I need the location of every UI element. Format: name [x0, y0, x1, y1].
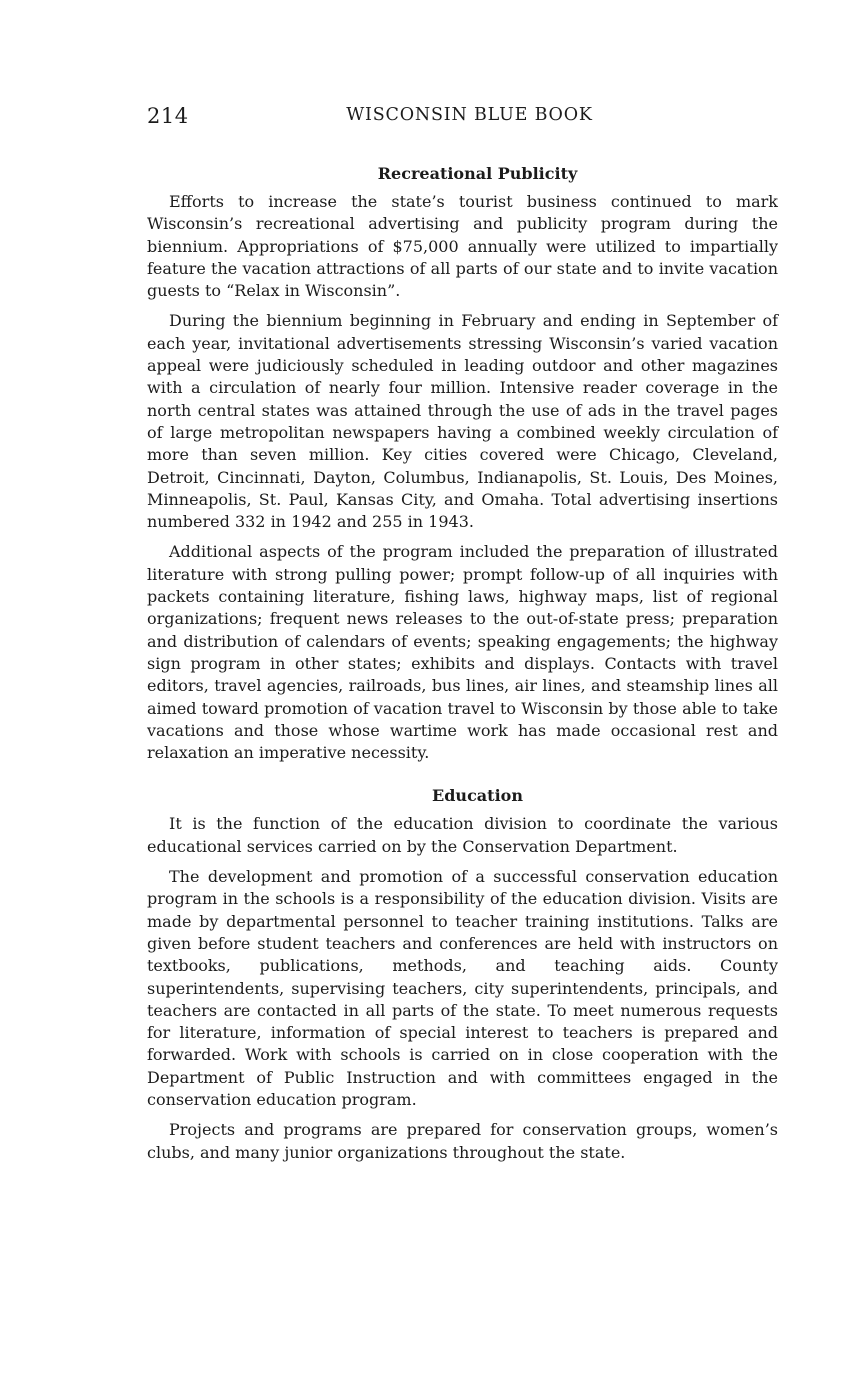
running-head [147, 100, 778, 140]
paragraph: Additional aspects of the program included the preparation of illustrated literature with strong pulling power; prompt follow-up of all inquiries with packets containing literature, fishing laws, highway maps, list of regional organizations; frequent news releases to the out-of-state press; preparation and distribution of calendars of events; speaking engagements; the highway sign program in other states; exhibits and displays. Contacts with travel editors, travel agencies, railroads, bus lines, air lines, and steamship lines all aimed toward promotion of vacation travel to Wisconsin by those able to take vacations and those whose wartime work has made occasional rest and relaxation an imperative necessity. [147, 542, 778, 763]
section-recreational-publicity [147, 164, 778, 764]
paragraph: Projects and programs are prepared for conservation groups, women’s clubs, and many junior organizations throughout the state. [147, 1120, 778, 1162]
section-heading: Education [432, 786, 523, 806]
page-number: 214 [147, 104, 189, 128]
paragraph: Efforts to increase the state’s tourist business continued to mark Wisconsin’s recreational advertising and publicity program during the biennium. Appropriations of $75,000 annually were utilized to impartially feature the vacation attractions of all parts of our state and to invite vacation guests to “Relax in Wisconsin”. [147, 192, 778, 301]
section-heading: Recreational Publicity [377, 164, 578, 183]
section-education [147, 786, 778, 1163]
book-page [147, 100, 778, 1164]
book-title: WISCONSIN BLUE BOOK [346, 105, 593, 125]
paragraph: The development and promotion of a successful conservation education program in the schools is a responsibility of the education division. Visits are made by departmental personnel to teacher training institutions. Talks are given before student teachers and conferences are held with instructors on textbooks, publications, methods, and teaching aids. County superintendents, supervising teachers, city superintendents, principals, and teachers are contacted in all parts of the state. To meet numerous requests for literature, information of special interest to teachers is prepared and forwarded. Work with schools is carried on in close cooperation with the Department of Public Instruction and with committees engaged in the conservation education program. [147, 867, 778, 1109]
paragraph: During the biennium beginning in February and ending in September of each year, invitational advertisements stressing Wisconsin’s varied vacation appeal were judiciously scheduled in leading outdoor and other magazines with a circulation of nearly four million. Intensive reader coverage in the north central states was attained through the use of ads in the travel pages of large metropolitan newspapers having a combined weekly circulation of more than seven million. Key cities covered were Chicago, Cleveland, Detroit, Cincinnati, Dayton, Columbus, Indianapolis, St. Louis, Des Moines, Minneapolis, St. Paul, Kansas City, and Omaha. Total advertising insertions numbered 332 in 1942 and 255 in 1943. [147, 311, 778, 532]
paragraph: It is the function of the education division to coordinate the various educational services carried on by the Conservation Department. [147, 814, 778, 856]
